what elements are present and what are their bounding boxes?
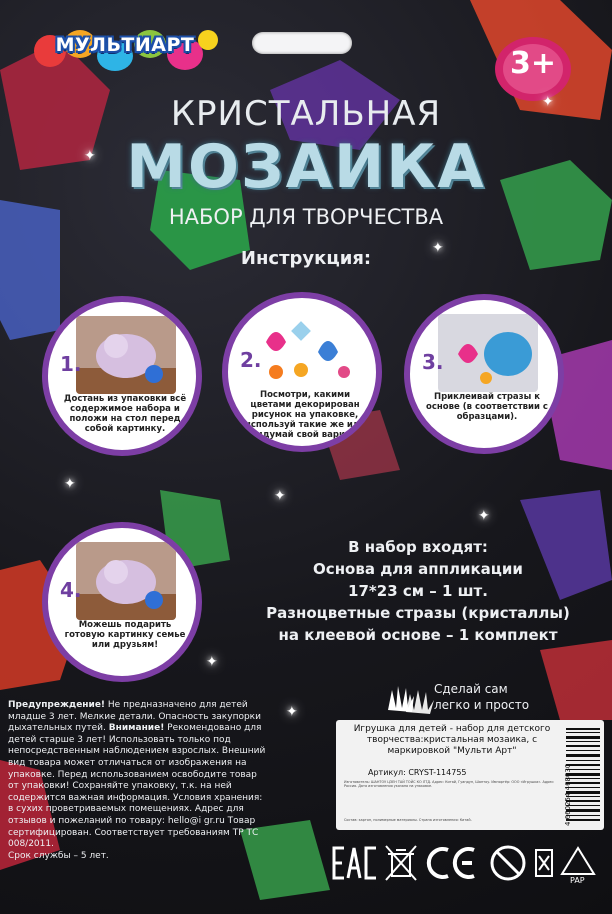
sparkle-icon: ✦ bbox=[286, 704, 298, 720]
kit-line: на клеевой основе – 1 комплект bbox=[278, 626, 558, 644]
sparkle-icon: ✦ bbox=[84, 148, 96, 164]
step-4 bbox=[42, 522, 202, 682]
step-2 bbox=[222, 292, 382, 452]
step-number: 3. bbox=[422, 350, 444, 374]
label-fine-print-2: Состав: картон, полимерные материалы. Страна изготовления: Китай. bbox=[344, 818, 472, 822]
diy-line1: Сделай сам bbox=[434, 682, 508, 696]
brand-logo: МУЛЬТИАРТ bbox=[55, 34, 195, 56]
step-text: Достань из упаковки всё содержимое набора и положи на стол перед собой картинку. bbox=[63, 394, 187, 434]
label-title: Игрушка для детей - набор для детского творчества:кристальная мозаика, с маркировкой "Мульти Арт" bbox=[353, 724, 551, 756]
sparkle-icon: ✦ bbox=[206, 654, 218, 670]
label-fine-print: Изготовитель: ШАНТОУ ЦЗЕН ТАЙ ТОЙС КО ЛТД. Адрес: Китай, Гуандун, Шантоу. Импортёр: ООО «Игрушка». Адрес: Россия. Дата изготовления указана на упаковке. bbox=[344, 780, 555, 789]
sparkle-icon: ✦ bbox=[478, 508, 490, 524]
diy-line2: легко и просто bbox=[434, 698, 530, 712]
recycle-icon bbox=[536, 850, 552, 876]
title-line1: КРИСТАЛЬНАЯ bbox=[170, 94, 442, 134]
sparkle-icon: ✦ bbox=[64, 476, 76, 492]
svg-text:PAP: PAP bbox=[570, 876, 585, 884]
pap-icon bbox=[562, 848, 594, 884]
age-badge: 3+ bbox=[509, 46, 556, 81]
instructions-heading: Инструкция: bbox=[240, 248, 372, 269]
trash-bin-icon bbox=[386, 846, 416, 880]
kit-line: Разноцветные стразы (кристаллы) bbox=[266, 604, 570, 622]
applying-rhinestones-icon bbox=[438, 314, 538, 392]
step-text: Приклеивай стразы к основе (в соответствии с образцами). bbox=[426, 392, 548, 422]
sparkle-icon: ✦ bbox=[432, 240, 444, 256]
attention-body: Рекомендовано для детей старше 3 лет! Использовать только под непосредственным наблюдением взрослых. Внешний вид товара может отличаться от изображения на упаковке. Перед использованием освободите товар от упаковки! Сохраняйте упаковку, т.к. на ней содержится важная информация. Условия хранения: в сухих проветриваемых помещениях. Адрес для отзывов и пожеланий по товару: hello@i gr.ru Товар сертифицирован. Соответствует требованиям ТР ТС 008/2011. bbox=[8, 723, 266, 850]
kit-line: 17*23 см – 1 шт. bbox=[348, 582, 488, 600]
kitten-picture-icon bbox=[76, 316, 176, 394]
kit-contents bbox=[238, 536, 598, 646]
title-line2: МОЗАИКА bbox=[126, 132, 486, 202]
step-number: 2. bbox=[240, 348, 262, 372]
attention-label: Внимание! bbox=[108, 723, 165, 734]
eac-mark-icon bbox=[334, 848, 376, 878]
step-text: Посмотри, какими цветами декорирован рисунок на упаковке, используй такие же или придумай свой вариант! bbox=[244, 390, 366, 440]
sparkle-icon: ✦ bbox=[274, 488, 286, 504]
kit-heading: В набор входят: bbox=[348, 538, 488, 556]
step-number: 4. bbox=[60, 578, 82, 602]
kitten-picture-icon bbox=[76, 542, 176, 620]
hang-hole bbox=[252, 32, 352, 54]
step-3 bbox=[404, 294, 564, 454]
title-line3: НАБОР ДЛЯ ТВОРЧЕСТВА bbox=[168, 205, 444, 229]
step-text: Можешь подарить готовую картинку семье или друзьям! bbox=[64, 620, 186, 650]
step-1 bbox=[42, 296, 202, 456]
warning-text bbox=[8, 700, 270, 862]
certification-marks bbox=[330, 842, 602, 884]
label-article: Артикул: CRYST-114755 bbox=[368, 768, 467, 777]
kit-line: Основа для аппликации bbox=[313, 560, 523, 578]
warning-label: Предупреждение! bbox=[8, 700, 106, 710]
rhinestones-icon bbox=[256, 312, 356, 390]
step-number: 1. bbox=[60, 352, 82, 376]
barcode-number: 4 660254 468030 bbox=[564, 763, 572, 826]
shelf-life: Срок службы – 5 лет. bbox=[8, 850, 109, 861]
sparkle-icon: ✦ bbox=[542, 94, 554, 110]
ce-mark-icon bbox=[429, 849, 474, 877]
warning-body: Не предназначено для детей младше 3 лет. Мелкие детали. Опасность закупорки дыхательных путей. bbox=[8, 700, 261, 734]
no-small-parts-icon bbox=[492, 847, 524, 879]
